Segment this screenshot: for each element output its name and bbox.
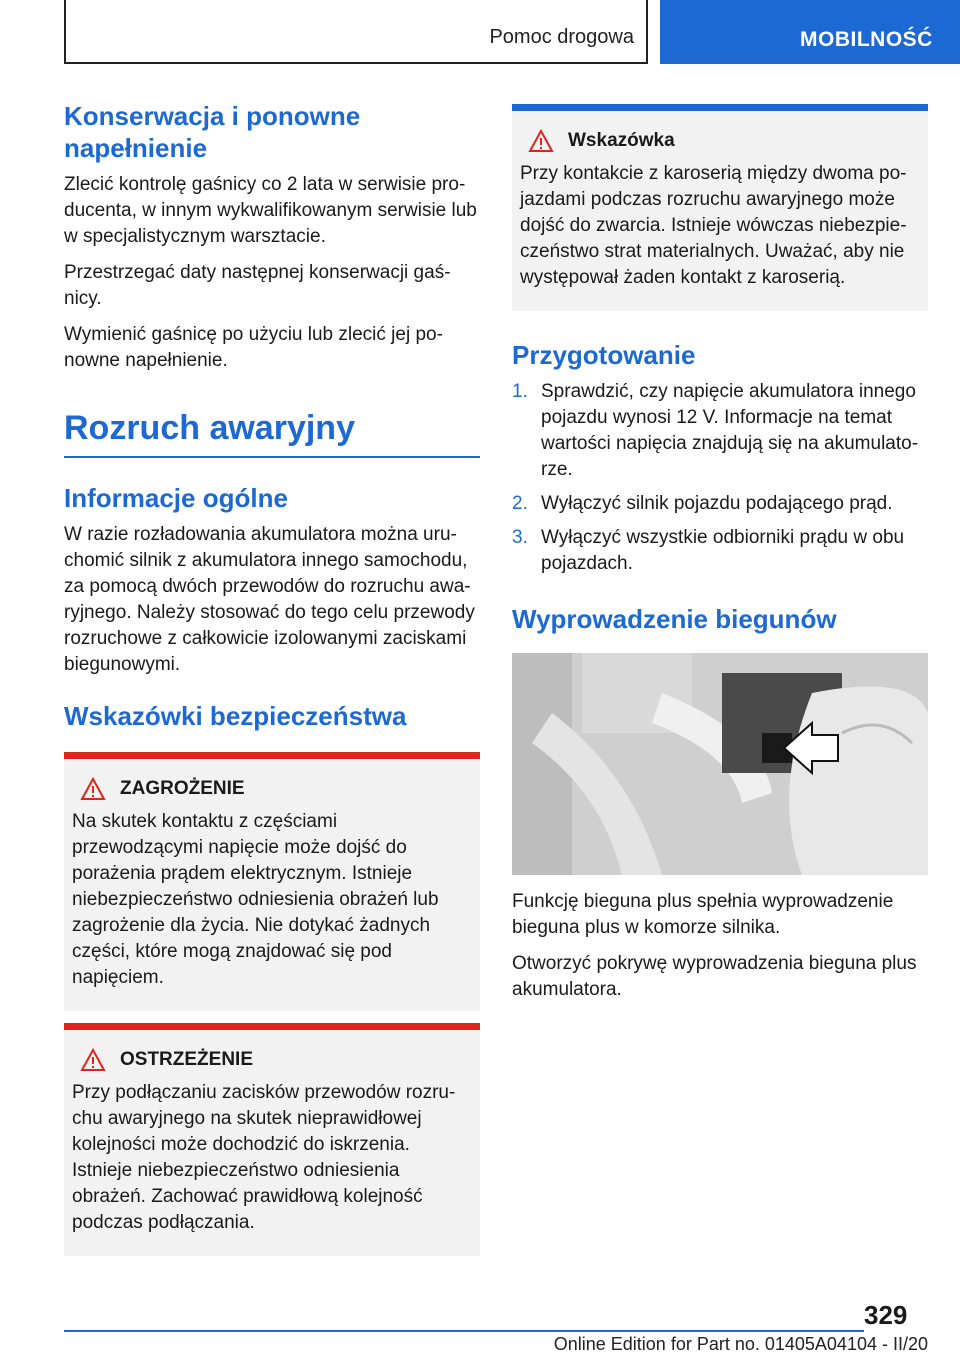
warning-triangle-icon bbox=[80, 777, 106, 801]
general-info-heading: Informacje ogólne bbox=[64, 483, 288, 513]
list-item bbox=[512, 491, 928, 517]
step-number: 1. bbox=[512, 381, 528, 402]
preparation-heading: Przygotowanie bbox=[512, 340, 696, 370]
warning-label: OSTRZEŻENIE bbox=[120, 1049, 254, 1070]
danger-notice-header bbox=[80, 777, 472, 801]
danger-label: ZAGROŻENIE bbox=[120, 778, 245, 799]
terminal-paragraph-1: Funkcję bieguna plus spełnia wyprowadzenie bieguna plus w komorze silnika. bbox=[512, 891, 894, 938]
note-text: Przy kontakcie z karoserią między dwoma pojazdami podczas rozruchu awaryjnego może dojść do zwarcia. Istnieje wówczas niebezpieczeństwo strat materialnych. Uważać, aby nie występował żaden kontakt z karoserią. bbox=[520, 163, 907, 288]
step-number: 2. bbox=[512, 493, 528, 514]
header-section-title: Pomoc drogowa bbox=[489, 26, 634, 48]
warning-text: Przy podłączaniu zacisków przewodów rozruchu awaryjnego na skutek nieprawidłowej kolejności może dochodzić do iskrzenia. Istnieje niebezpieczeństwo odniesienia obrażeń. Zachować prawidłową kolejność podczas podłączania. bbox=[72, 1082, 456, 1233]
terminal-paragraph-2: Otworzyć pokrywę wyprowadzenia bieguna plus akumulatora. bbox=[512, 953, 917, 1000]
header-chapter-tab: MOBILNOŚĆ bbox=[660, 0, 960, 64]
note-label: Wskazówka bbox=[568, 130, 675, 151]
page-number: 329 bbox=[864, 1300, 908, 1330]
general-info-paragraph: W razie rozładowania akumulatora można uruchomić silnik z akumulatora innego samochodu, za pomocą dwóch przewodów do rozruchu awaryjnego. Należy stosować do tego celu przewody rozruchowe z całkowicie izolowanymi zaciskami biegunowymi. bbox=[64, 524, 475, 675]
list-item bbox=[512, 379, 928, 483]
footer-divider bbox=[64, 1330, 864, 1332]
list-item bbox=[512, 525, 928, 577]
jumpstart-heading: Rozruch awaryjny bbox=[64, 408, 480, 458]
safety-heading: Wskazówki bezpieczeństwa bbox=[64, 701, 407, 731]
caution-triangle-icon bbox=[528, 129, 554, 153]
maintenance-paragraph-3: Wymienić gaśnicę po użyciu lub zlecić jej ponowne napełnienie. bbox=[64, 324, 443, 371]
maintenance-paragraph-1: Zlecić kontrolę gaśnicy co 2 lata w serwisie producenta, w innym wykwalifikowanym serwisie lub w specjalistycznym warsztacie. bbox=[64, 174, 477, 247]
danger-text: Na skutek kontaktu z częściami przewodzącymi napięcie może dojść do porażenia prądem elektrycznym. Istnieje niebezpieczeństwo odniesienia obrażeń lub zagrożenie dla życia. Nie dotykać żadnych części, które mogą znajdować się pod napięciem. bbox=[72, 811, 439, 988]
note-notice-header bbox=[528, 129, 920, 153]
footer-edition: Online Edition for Part no. 01405A04104 - II/20 bbox=[553, 1334, 928, 1354]
engine-bay-photo bbox=[512, 653, 928, 875]
step-text: Sprawdzić, czy napięcie akumulatora innego pojazdu wynosi 12 V. Informacje na temat wartości napięcia znajdują się na akumulatorze. bbox=[541, 381, 919, 480]
preparation-steps bbox=[512, 379, 928, 577]
engine-bay-illustration bbox=[512, 653, 928, 875]
warning-triangle-icon bbox=[80, 1048, 106, 1072]
warning-notice-header bbox=[80, 1048, 472, 1072]
maintenance-heading: Konserwacja i ponowne napełnienie bbox=[64, 101, 361, 163]
danger-notice bbox=[64, 752, 480, 1011]
header-section-box bbox=[64, 0, 648, 64]
right-column bbox=[512, 100, 928, 1013]
terminal-heading: Wyprowadzenie biegunów bbox=[512, 604, 837, 634]
note-notice bbox=[512, 104, 928, 311]
step-text: Wyłączyć wszystkie odbiorniki prądu w obu pojazdach. bbox=[541, 527, 905, 574]
warning-notice bbox=[64, 1023, 480, 1256]
left-column bbox=[64, 100, 480, 1256]
maintenance-paragraph-2: Przestrzegać daty następnej konserwacji gaśnicy. bbox=[64, 262, 451, 309]
step-number: 3. bbox=[512, 527, 528, 548]
step-text: Wyłączyć silnik pojazdu podającego prąd. bbox=[541, 493, 893, 514]
